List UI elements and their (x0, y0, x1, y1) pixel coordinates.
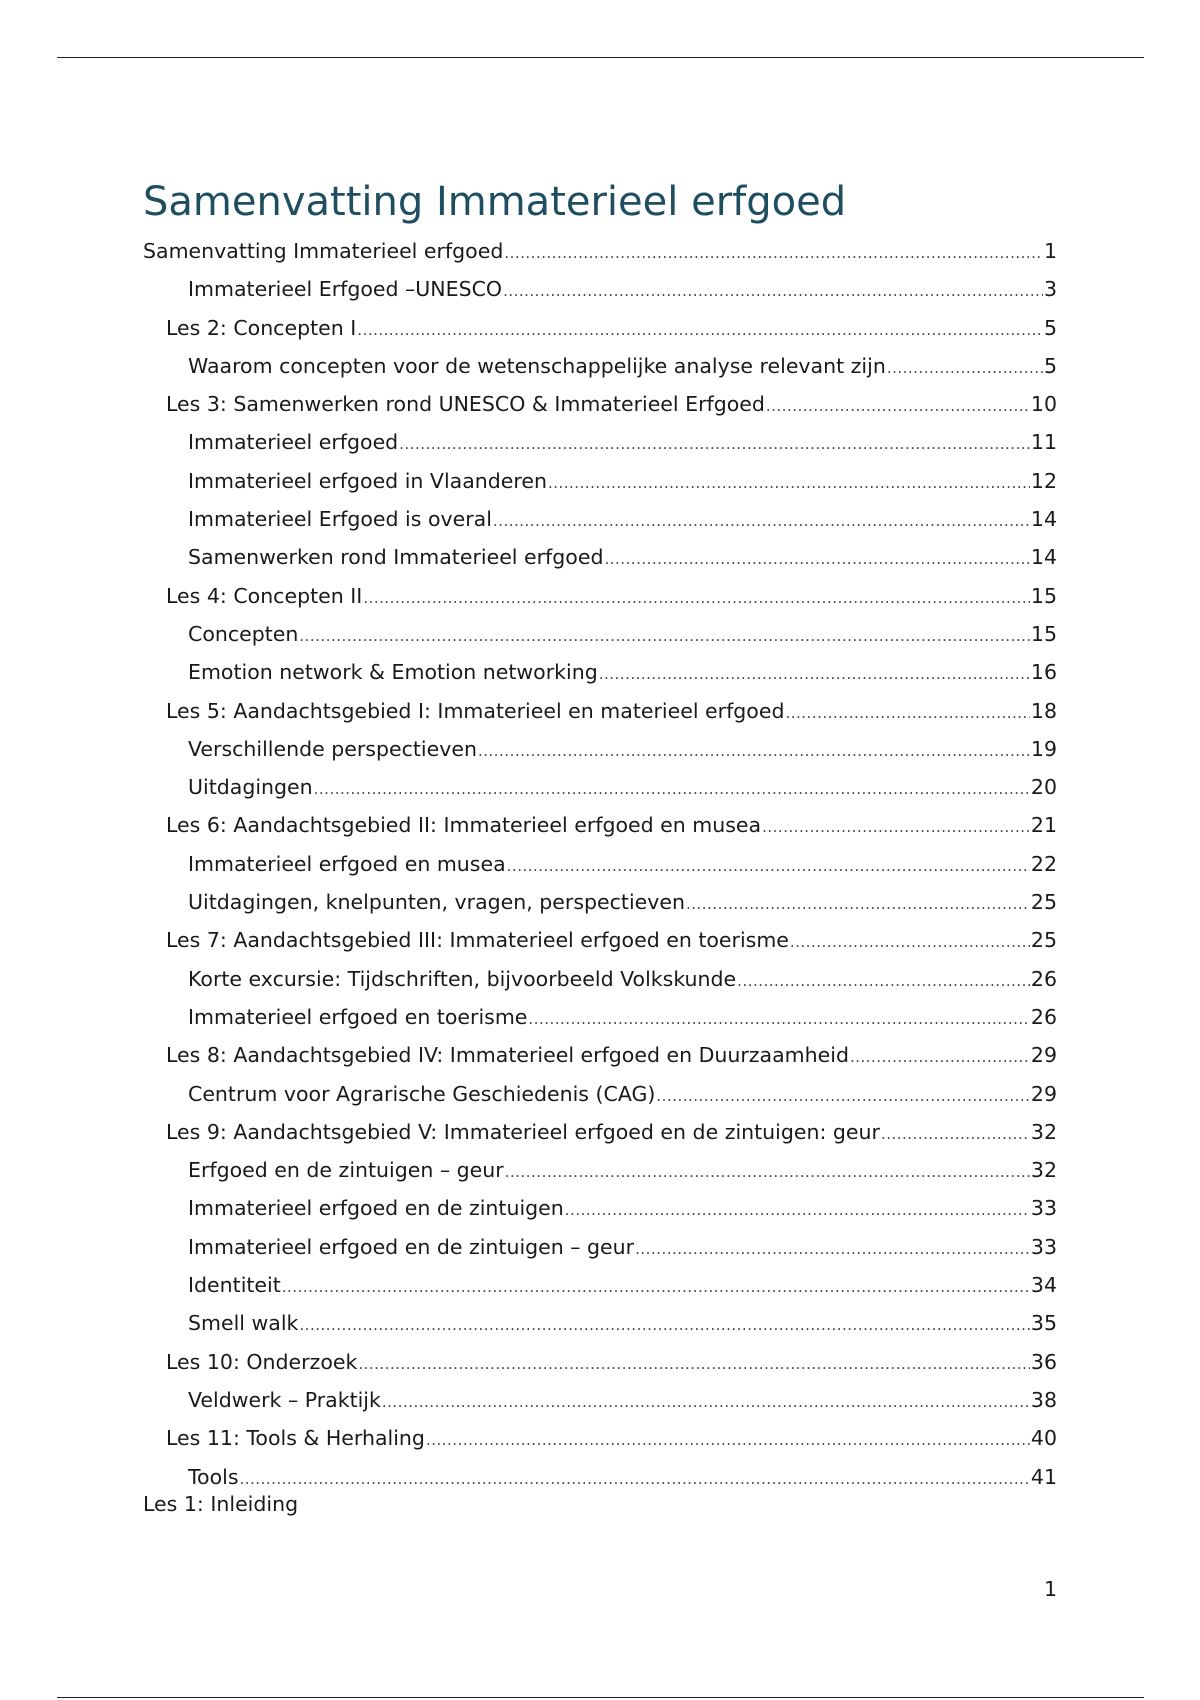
toc-dot-leader (528, 1000, 1029, 1038)
toc-entry[interactable] (143, 615, 1057, 653)
toc-dot-leader (363, 579, 1030, 617)
toc-entry-label: Uitdagingen, knelpunten, vragen, perspectieven (188, 890, 685, 915)
toc-entry-page: 25 (1030, 890, 1057, 915)
toc-entry-label: Les 8: Aandachtsgebied IV: Immaterieel erfgoed en Duurzaamheid (166, 1043, 849, 1068)
toc-entry-label: Les 9: Aandachtsgebied V: Immaterieel erfgoed en de zintuigen: geur (166, 1119, 880, 1144)
toc-dot-leader (299, 617, 1030, 655)
toc-entry[interactable] (143, 1343, 1057, 1381)
toc-entry-page: 29 (1030, 1081, 1057, 1106)
toc-entry[interactable] (143, 500, 1057, 538)
toc-dot-leader (548, 464, 1030, 502)
toc-entry-page: 1 (1043, 239, 1057, 263)
toc-entry-page: 35 (1030, 1311, 1057, 1336)
toc-dot-leader (240, 1460, 1030, 1498)
toc-entry[interactable] (143, 998, 1057, 1036)
page-number: 1 (1043, 1577, 1057, 1601)
toc-dot-leader (358, 1345, 1030, 1383)
toc-entry-label: Smell walk (188, 1311, 299, 1336)
toc-entry-page: 33 (1030, 1196, 1057, 1221)
toc-entry-label: Les 2: Concepten I (166, 315, 357, 340)
toc-dot-leader (399, 425, 1030, 463)
toc-entry-page: 26 (1030, 1004, 1057, 1029)
toc-dot-leader (503, 272, 1043, 310)
toc-entry-page: 16 (1030, 660, 1057, 685)
toc-entry[interactable] (143, 347, 1057, 385)
toc-dot-leader (426, 1421, 1030, 1459)
toc-entry-label: Immaterieel Erfgoed is overal (188, 507, 492, 532)
toc-entry[interactable] (143, 960, 1057, 998)
toc-entry-label: Tools (188, 1464, 239, 1489)
toc-dot-leader (282, 1268, 1030, 1306)
toc-entry[interactable] (143, 1036, 1057, 1074)
toc-entry-label: Concepten (188, 621, 299, 646)
toc-entry-page: 5 (1043, 353, 1057, 378)
toc-dot-leader (382, 1383, 1030, 1421)
document-title: Samenvatting Immaterieel erfgoed (143, 179, 847, 225)
toc-entry[interactable] (143, 577, 1057, 615)
toc-entry-label: Les 11: Tools & Herhaling (166, 1426, 425, 1451)
toc-entry-label: Les 5: Aandachtsgebied I: Immaterieel en materieel erfgoed (166, 698, 785, 723)
toc-entry-page: 14 (1030, 545, 1057, 570)
toc-entry[interactable] (143, 1075, 1057, 1113)
toc-entry-label: Immaterieel erfgoed en toerisme (188, 1004, 528, 1029)
toc-dot-leader (766, 387, 1030, 425)
toc-entry-page: 36 (1030, 1349, 1057, 1374)
toc-dot-leader (785, 694, 1029, 732)
toc-entry-label: Immaterieel erfgoed in Vlaanderen (188, 468, 547, 493)
toc-entry-page: 32 (1030, 1119, 1057, 1144)
page-bottom-rule (57, 1697, 1144, 1698)
toc-entry-label: Emotion network & Emotion networking (188, 660, 598, 685)
toc-entry-page: 5 (1043, 315, 1057, 340)
toc-entry-page: 15 (1030, 621, 1057, 646)
toc-entry[interactable] (143, 653, 1057, 691)
toc-entry-label: Samenvatting Immaterieel erfgoed (143, 239, 504, 263)
toc-entry[interactable] (143, 1189, 1057, 1227)
toc-entry-label: Samenwerken rond Immaterieel erfgoed (188, 545, 604, 570)
toc-entry-page: 33 (1030, 1234, 1057, 1259)
toc-entry-label: Centrum voor Agrarische Geschiedenis (CAG) (188, 1081, 656, 1106)
toc-dot-leader (504, 234, 1043, 272)
toc-entry[interactable] (143, 1304, 1057, 1342)
toc-entry[interactable] (143, 1419, 1057, 1457)
toc-dot-leader (507, 847, 1030, 885)
toc-entry[interactable] (143, 1266, 1057, 1304)
toc-entry[interactable] (143, 309, 1057, 347)
toc-entry-label: Uitdagingen (188, 775, 313, 800)
toc-entry[interactable] (143, 1113, 1057, 1151)
toc-dot-leader (881, 1115, 1030, 1153)
toc-entry-label: Les 7: Aandachtsgebied III: Immaterieel erfgoed en toerisme (166, 928, 789, 953)
toc-entry-page: 22 (1030, 851, 1057, 876)
toc-entry-page: 41 (1030, 1464, 1057, 1489)
toc-entry-label: Les 4: Concepten II (166, 583, 363, 608)
toc-entry[interactable] (143, 270, 1057, 308)
page-top-rule (57, 57, 1144, 58)
toc-entry[interactable] (143, 423, 1057, 461)
toc-entry-label: Les 3: Samenwerken rond UNESCO & Immaterieel Erfgoed (166, 392, 765, 417)
toc-dot-leader (686, 885, 1030, 923)
toc-entry-page: 19 (1030, 736, 1057, 761)
toc-entry[interactable] (143, 385, 1057, 423)
toc-entry[interactable] (143, 845, 1057, 883)
toc-dot-leader (478, 732, 1030, 770)
toc-entry-label: Verschillende perspectieven (188, 736, 477, 761)
toc-dot-leader (505, 1153, 1030, 1191)
toc-entry-page: 14 (1030, 507, 1057, 532)
toc-dot-leader (887, 349, 1043, 387)
toc-entry-label: Korte excursie: Tijdschriften, bijvoorbeeld Volkskunde (188, 966, 737, 991)
toc-entry-label: Identiteit (188, 1273, 281, 1298)
toc-entry[interactable] (143, 730, 1057, 768)
toc-entry-label: Immaterieel erfgoed en musea (188, 851, 506, 876)
toc-entry-page: 26 (1030, 966, 1057, 991)
toc-entry-page: 18 (1030, 698, 1057, 723)
toc-entry[interactable] (143, 921, 1057, 959)
toc-entry-label: Immaterieel erfgoed (188, 430, 399, 455)
toc-dot-leader (635, 1230, 1030, 1268)
toc-entry[interactable] (143, 1151, 1057, 1189)
toc-dot-leader (656, 1077, 1030, 1115)
toc-entry-page: 38 (1030, 1387, 1057, 1412)
toc-dot-leader (737, 962, 1030, 1000)
toc-entry-label: Immaterieel erfgoed en de zintuigen – geur (188, 1234, 635, 1259)
toc-entry-page: 20 (1030, 775, 1057, 800)
toc-entry[interactable] (143, 538, 1057, 576)
toc-entry-page: 12 (1030, 468, 1057, 493)
table-of-contents (143, 232, 1057, 1496)
toc-entry-label: Les 6: Aandachtsgebied II: Immaterieel erfgoed en musea (166, 813, 762, 838)
toc-entry-page: 10 (1030, 392, 1057, 417)
toc-entry-label: Immaterieel erfgoed en de zintuigen (188, 1196, 564, 1221)
toc-entry[interactable] (143, 806, 1057, 844)
toc-entry-page: 15 (1030, 583, 1057, 608)
toc-entry-page: 40 (1030, 1426, 1057, 1451)
toc-entry-label: Les 10: Onderzoek (166, 1349, 358, 1374)
toc-dot-leader (762, 808, 1030, 846)
toc-dot-leader (599, 655, 1030, 693)
section-heading-les-1: Les 1: Inleiding (143, 1492, 299, 1516)
toc-entry-page: 11 (1030, 430, 1057, 455)
toc-entry[interactable] (143, 1228, 1057, 1266)
toc-entry-page: 25 (1030, 928, 1057, 953)
toc-dot-leader (565, 1191, 1030, 1229)
toc-entry-page: 3 (1043, 277, 1057, 302)
toc-entry-page: 21 (1030, 813, 1057, 838)
toc-entry-label: Erfgoed en de zintuigen – geur (188, 1158, 504, 1183)
toc-entry[interactable] (143, 232, 1057, 270)
toc-entry-page: 32 (1030, 1158, 1057, 1183)
toc-entry[interactable] (143, 1381, 1057, 1419)
toc-entry-label: Veldwerk – Praktijk (188, 1387, 381, 1412)
toc-dot-leader (850, 1038, 1030, 1076)
toc-dot-leader (493, 502, 1030, 540)
toc-dot-leader (314, 770, 1030, 808)
toc-entry[interactable] (143, 768, 1057, 806)
toc-entry[interactable] (143, 883, 1057, 921)
toc-entry-page: 29 (1030, 1043, 1057, 1068)
toc-dot-leader (604, 540, 1029, 578)
toc-entry[interactable] (143, 692, 1057, 730)
toc-entry-label: Immaterieel Erfgoed –UNESCO (188, 277, 503, 302)
toc-dot-leader (299, 1306, 1030, 1344)
toc-dot-leader (790, 923, 1030, 961)
toc-dot-leader (357, 311, 1043, 349)
toc-entry-label: Waarom concepten voor de wetenschappelijke analyse relevant zijn (188, 353, 886, 378)
toc-entry-page: 34 (1030, 1273, 1057, 1298)
toc-entry[interactable] (143, 462, 1057, 500)
